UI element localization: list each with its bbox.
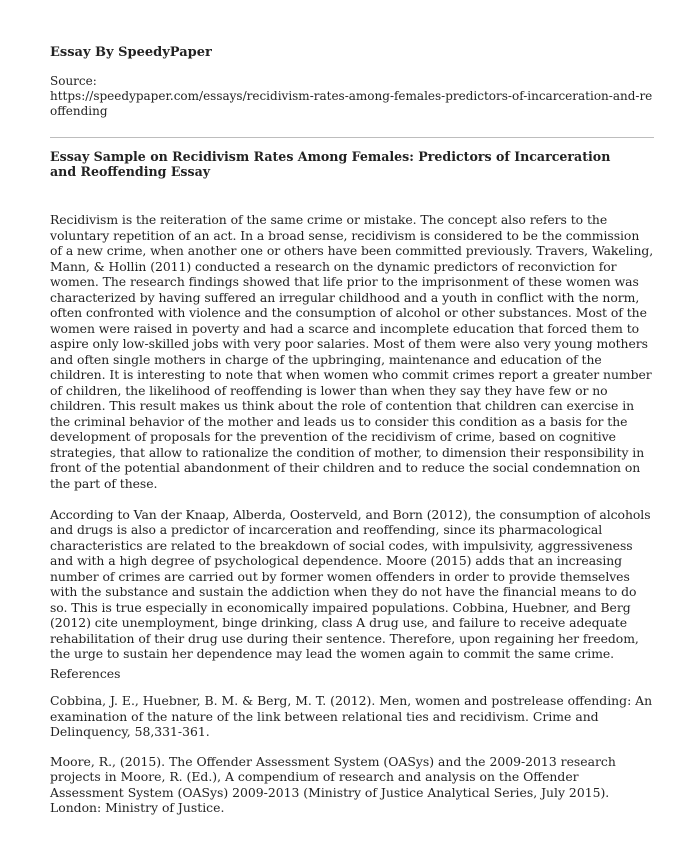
source-url[interactable]: https://speedypaper.com/essays/recidivism-rates-among-females-predictors-of-incarceration-and-reoffending bbox=[50, 89, 653, 118]
essay-title: Essay Sample on Recidivism Rates Among Females: Predictors of Incarceration and Reoffending Essay bbox=[50, 149, 611, 179]
essay-body bbox=[50, 212, 654, 677]
references-list bbox=[50, 693, 654, 830]
essay-paragraph: Recidivism is the reiteration of the same crime or mistake. The concept also refers to the voluntary repetition of an act. In a broad sense, recidivism is considered to be the commission of a new crime, when another one or others have been committed previously. Travers, Wakeling, Mann, & Hollin (2011) conducted a research on the dynamic predictors of reconviction for women. The research findings showed that life prior to the imprisonment of these women was characterized by having suffered an irregular childhood and a youth in conflict with the norm, often confronted with violence and the consumption of alcohol or other substances. Most of the women were raised in poverty and had a scarce and incomplete education that forced them to aspire only low-skilled jobs with very poor salaries. Most of them were also very young mothers and often single mothers in charge of the upbringing, maintenance and education of the children. It is interesting to note that when women who commit crimes report a greater number of children, the likelihood of reoffending is lower than when they say they have few or no children. This result makes us think about the role of contention that children can exercise in the criminal behavior of the mother and leads us to consider this condition as a basis for the development of proposals for the prevention of the recidivism of crime, based on cognitive strategies, that allow to rationalize the condition of mother, to dimension their responsibility in front of the potential abandonment of their children and to reduce the social condemnation on the part of these. bbox=[50, 212, 654, 491]
reference-item: Moore, R., (2015). The Offender Assessment System (OASys) and the 2009-2013 research projects in Moore, R. (Ed.), A compendium of research and analysis on the Offender Assessment System (OASys) 2009-2013 (Ministry of Justice Analytical Series, July 2015). London: Ministry of Justice. bbox=[50, 753, 616, 815]
source-label: Source: bbox=[50, 74, 97, 88]
document-header-title: Essay By SpeedyPaper bbox=[50, 45, 212, 60]
essay-paragraph: According to Van der Knaap, Alberda, Oosterveld, and Born (2012), the consumption of alcohols and drugs is also a predictor of incarceration and reoffending, since its pharmacological characteristics are related to the breakdown of social codes, with impulsivity, aggressiveness and with a high degree of psychological dependence. Moore (2015) adds that an increasing number of crimes are carried out by former women offenders in order to provide themselves with the substance and sustain the addiction when they do not have the financial means to do so. This is true especially in economically impaired populations. Cobbina, Huebner, and Berg (2012) cite unemployment, binge drinking, class A drug use, and failure to receive adequate rehabilitation of their drug use during their sentence. Therefore, upon regaining her freedom, the urge to sustain her dependence may lead the women again to commit the same crime. bbox=[50, 506, 651, 661]
header-divider bbox=[50, 137, 654, 138]
reference-item: Cobbina, J. E., Huebner, B. M. & Berg, M. T. (2012). Men, women and postrelease offending: An examination of the nature of the link between relational ties and recidivism. Crime and Delinquency, 58,331-361. bbox=[50, 693, 653, 739]
references-heading: References bbox=[50, 666, 121, 681]
